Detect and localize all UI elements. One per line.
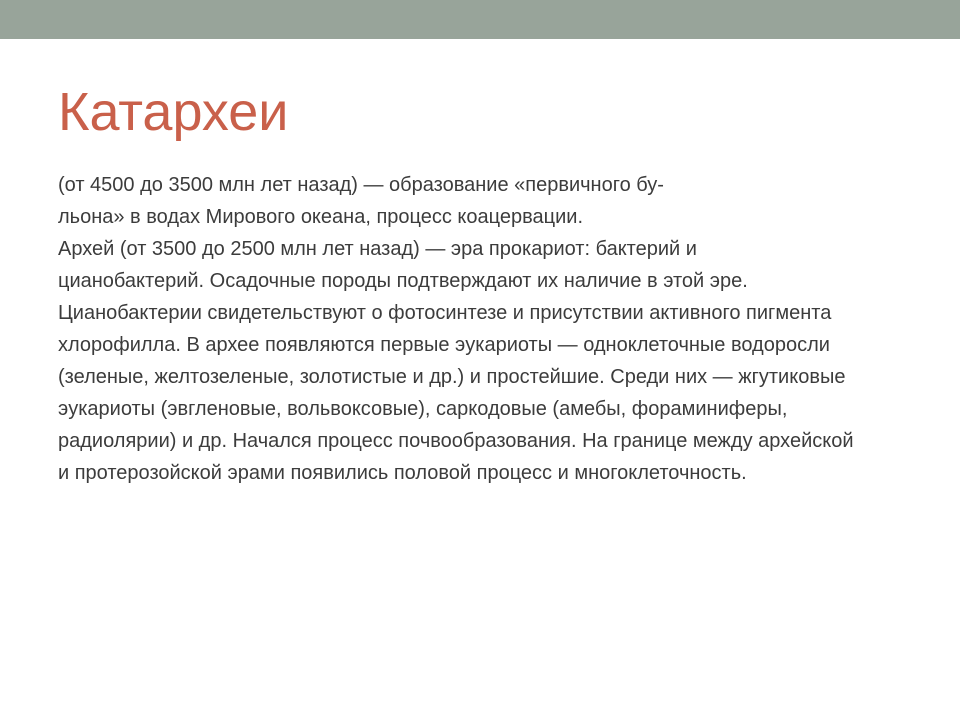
- body-paragraph: Цианобактерии свидетельствуют о фотосинтезе и присутствии активного пигмента: [58, 302, 832, 324]
- body-paragraph: цианобактерий. Осадочные породы подтверждают их наличие в этой эре.: [58, 270, 748, 292]
- body-paragraph: хлорофилла. В архее появляются первые эукариоты — одноклеточные водоросли: [58, 334, 830, 356]
- slide-title: Катархеи: [58, 82, 289, 142]
- body-paragraph: радиолярии) и др. Начался процесс почвообразования. На границе между архейской: [58, 430, 854, 452]
- body-paragraph: льона» в водах Мирового океана, процесс коацервации.: [58, 206, 583, 228]
- top-accent-bar: [0, 0, 960, 39]
- body-paragraph: и протерозойской эрами появились половой процесс и многоклеточность.: [58, 462, 747, 484]
- body-paragraph: (зеленые, желтозеленые, золотистые и др.) и простейшие. Среди них — жгутиковые: [58, 366, 846, 388]
- slide-body: [58, 173, 918, 493]
- body-paragraph: Архей (от 3500 до 2500 млн лет назад) — эра прокариот: бактерий и: [58, 238, 697, 260]
- body-paragraph: эукариоты (эвгленовые, вольвоксовые), саркодовые (амебы, фораминиферы,: [58, 398, 788, 420]
- body-paragraph: (от 4500 до 3500 млн лет назад) — образование «первичного бу-: [58, 174, 664, 196]
